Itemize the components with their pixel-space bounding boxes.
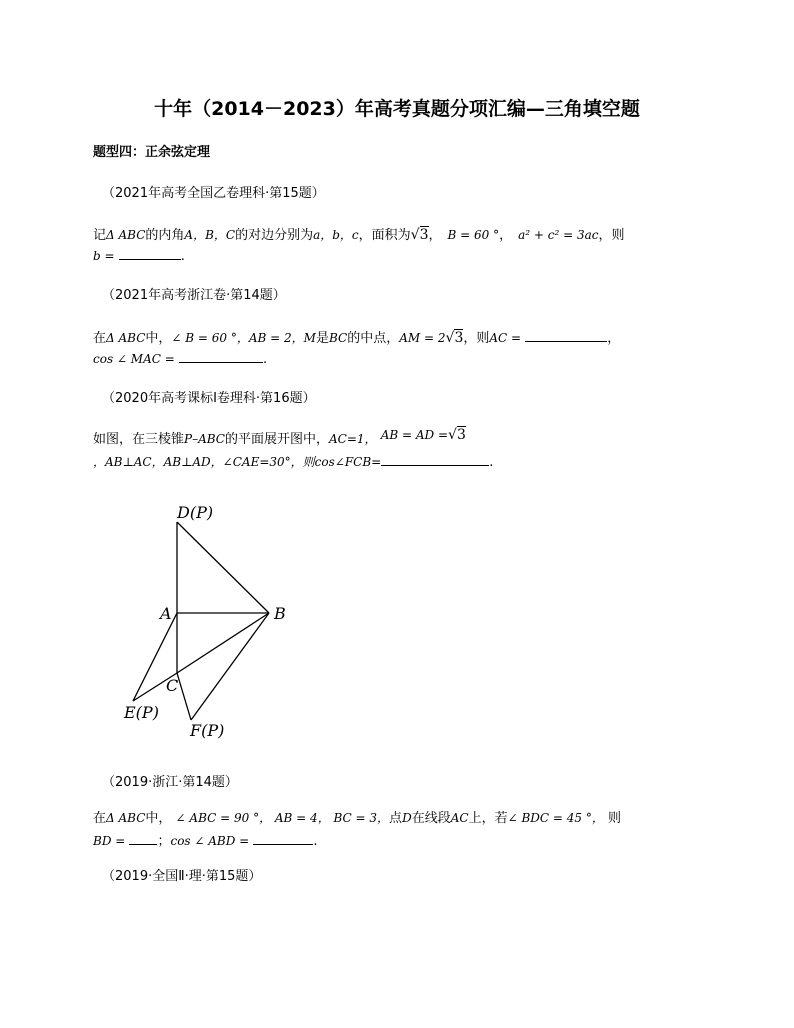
math-condition: B = 60 °	[447, 228, 500, 242]
sqrt-radicand: 3	[454, 330, 464, 346]
text: 上，若	[468, 811, 508, 826]
text: 如图，在三棱锥	[93, 432, 185, 447]
edge-CB	[177, 613, 269, 673]
problem-1-line-2	[93, 247, 185, 264]
sqrt-expression: √3	[410, 227, 429, 243]
problem-1-line-1: 记Δ ABC的内角A，B，C的对边分别为a，b，c，面积为√3， B = 60 °， a² + c² = 3ac，则	[93, 227, 625, 243]
label-F: F(P)	[190, 721, 225, 740]
text: 的平面展开图中，	[224, 432, 329, 447]
math-expression: AC =	[489, 331, 522, 345]
page-title: 十年（2014－2023）年高考真题分项汇编—三角填空题	[154, 98, 640, 120]
text: ；	[157, 834, 171, 849]
text: ，	[607, 331, 621, 346]
math-triangle: Δ ABC	[106, 228, 146, 242]
text: ，则	[463, 331, 490, 346]
problem-3-line-2	[93, 453, 493, 470]
math-expression: cos ∠ MAC =	[93, 352, 175, 366]
edge-FB	[191, 613, 269, 720]
math-sides: a，b，c	[313, 228, 359, 242]
math-condition: a² + c² = 3ac	[518, 228, 599, 242]
answer-blank[interactable]	[129, 832, 157, 845]
problem-2-line-2	[93, 350, 267, 367]
problem-3-line-1	[93, 428, 466, 447]
math-condition: AC=1，	[329, 432, 377, 446]
math-var: AC	[450, 811, 469, 825]
math-expression: AB = AD =	[380, 428, 449, 442]
problem-4-source: （2019·浙江·第14题）	[102, 775, 238, 790]
label-C: C	[166, 676, 179, 695]
text: 则	[607, 811, 621, 826]
sqrt-radicand: 3	[419, 227, 429, 243]
label-E: E(P)	[124, 703, 159, 722]
problem-1-source: （2021年高考全国乙卷理科·第15题）	[102, 186, 325, 201]
math-triangle: Δ ABC	[106, 811, 146, 825]
problem-2-line-1	[93, 327, 620, 346]
label-A: A	[160, 604, 172, 623]
math-var: M	[303, 331, 316, 345]
text: ，面积为	[358, 228, 411, 243]
edge-DB	[177, 522, 269, 613]
answer-blank[interactable]	[381, 453, 489, 466]
label-D: D(P)	[177, 503, 214, 522]
text: 中，	[145, 811, 172, 826]
text: .	[489, 455, 494, 470]
text: .	[313, 834, 318, 849]
text: ，则	[598, 228, 625, 243]
net-figure	[110, 498, 350, 748]
math-condition: ∠ ABC = 90 °， AB = 4， BC = 3，	[175, 811, 390, 825]
answer-blank[interactable]	[253, 832, 313, 845]
sqrt-radicand: 3	[456, 427, 466, 443]
text: 点	[389, 811, 403, 826]
math-vars: A，B，C	[184, 228, 236, 242]
math-condition: ∠ BDC = 45 °，	[507, 811, 604, 825]
text: 在	[93, 331, 107, 346]
label-B: B	[274, 604, 286, 623]
math-triangle: Δ ABC	[106, 331, 146, 345]
edge-CF	[177, 673, 191, 720]
math-expression: b =	[93, 249, 115, 263]
text: .	[262, 352, 268, 367]
text: 的中点，	[347, 331, 400, 346]
text: 在	[93, 811, 107, 826]
answer-blank[interactable]	[179, 350, 263, 363]
math-expression: AM = 2	[399, 331, 446, 345]
math-var: P–ABC	[184, 432, 225, 446]
problem-4-line-2	[93, 830, 318, 849]
math-expression: BD =	[93, 834, 126, 848]
text: 是	[315, 331, 329, 346]
text: 中，	[145, 331, 172, 346]
math-condition: ∠ B = 60 °，AB = 2，	[171, 331, 304, 345]
answer-blank[interactable]	[119, 247, 181, 260]
sqrt-expression: √3	[448, 427, 466, 443]
text: 的对边分别为	[235, 228, 314, 243]
problem-4-line-1	[93, 807, 621, 826]
text: 在线段	[411, 811, 451, 826]
math-var: BC	[328, 331, 348, 345]
problem-2-source: （2021年高考浙江卷·第14题）	[102, 288, 286, 303]
problem-5-source: （2019·全国Ⅱ·理·第15题）	[102, 869, 262, 884]
math-var: D	[402, 811, 412, 825]
text: 的内角	[145, 228, 185, 243]
text: .	[180, 249, 185, 264]
section-heading: 题型四：正余弦定理	[93, 145, 211, 160]
math-conditions: ，AB⊥AC，AB⊥AD，∠CAE=30°，则cos∠FCB=	[93, 455, 382, 469]
text: 记	[93, 228, 107, 243]
math-expression: cos ∠ ABD =	[170, 834, 250, 848]
sqrt-expression: √3	[445, 330, 464, 346]
answer-blank[interactable]	[525, 329, 607, 342]
problem-3-source: （2020年高考课标Ⅰ卷理科·第16题）	[102, 391, 316, 406]
